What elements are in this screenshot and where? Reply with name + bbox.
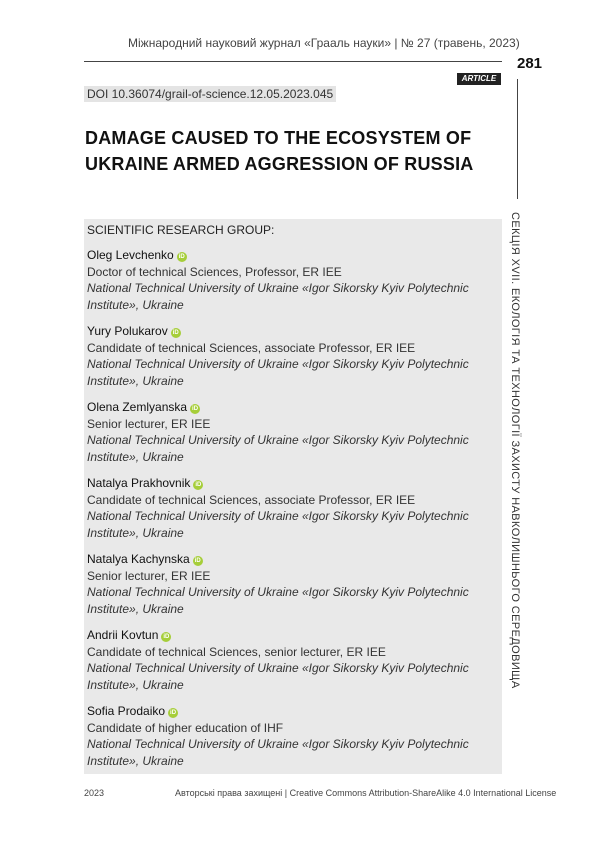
author-affiliation: National Technical University of Ukraine «Igor Sikorsky Kyiv Polytechnic Institute», Ukraine	[87, 433, 469, 464]
author-position: Candidate of technical Sciences, associate Professor, ER IEE	[87, 492, 416, 507]
author-entry	[87, 247, 502, 313]
section-side-label: СЕКЦІЯ XVII. ЕКОЛОГІЯ ТА ТЕХНОЛОГІЇ ЗАХИСТУ НАВКОЛИШНЬОГО СЕРЕДОВИЩА	[509, 212, 521, 689]
author-entry	[87, 627, 502, 693]
author-position: Candidate of technical Sciences, associate Professor, ER IEE	[87, 340, 416, 355]
side-divider	[517, 79, 518, 199]
orcid-icon[interactable]: iD	[192, 406, 199, 412]
author-name: Andrii Kovtun	[87, 628, 159, 642]
author-entry	[87, 475, 502, 541]
author-name: Natalya Kachynska	[87, 552, 190, 566]
author-affiliation: National Technical University of Ukraine «Igor Sikorsky Kyiv Polytechnic Institute», Ukraine	[87, 357, 469, 388]
author-name: Sofia Prodaiko	[87, 704, 166, 718]
author-affiliation: National Technical University of Ukraine «Igor Sikorsky Kyiv Polytechnic Institute», Ukraine	[87, 281, 469, 312]
author-position: Candidate of higher education of IHF	[87, 720, 284, 735]
author-name: Olena Zemlyanska	[87, 400, 188, 414]
header-divider	[84, 61, 502, 62]
footer-license: Авторські права захищені | Creative Commons Attribution-ShareAlike 4.0 International License	[175, 788, 557, 798]
author-affiliation: National Technical University of Ukraine «Igor Sikorsky Kyiv Polytechnic Institute», Ukraine	[87, 661, 469, 692]
author-affiliation: National Technical University of Ukraine «Igor Sikorsky Kyiv Polytechnic Institute», Ukraine	[87, 585, 469, 616]
author-position: Candidate of technical Sciences, senior lecturer, ER IEE	[87, 644, 386, 659]
orcid-icon[interactable]: iD	[170, 710, 177, 716]
orcid-icon[interactable]: iD	[172, 330, 179, 336]
author-affiliation: National Technical University of Ukraine «Igor Sikorsky Kyiv Polytechnic Institute», Ukraine	[87, 737, 469, 768]
page-number: 281	[517, 55, 543, 72]
author-name: Natalya Prakhovnik	[87, 476, 191, 490]
author-name: Oleg Levchenko	[87, 248, 174, 262]
author-entry	[87, 323, 502, 389]
author-position: Senior lecturer, ER IEE	[87, 416, 211, 431]
author-entry	[87, 399, 502, 465]
doi-link[interactable]: DOI 10.36074/grail-of-science.12.05.2023.045	[84, 86, 336, 102]
journal-header: Міжнародний науковий журнал «Грааль науки» | № 27 (травень, 2023)	[128, 36, 520, 50]
author-name: Yury Polukarov	[87, 324, 168, 338]
orcid-icon[interactable]: iD	[194, 558, 201, 564]
author-affiliation: National Technical University of Ukraine «Igor Sikorsky Kyiv Polytechnic Institute», Ukraine	[87, 509, 469, 540]
article-title: DAMAGE CAUSED TO THE ECOSYSTEM OF UKRAINE ARMED AGGRESSION OF RUSSIA	[85, 128, 474, 174]
footer-year: 2023	[84, 788, 105, 798]
orcid-icon[interactable]: iD	[195, 482, 202, 488]
author-position: Senior lecturer, ER IEE	[87, 568, 211, 583]
author-entry	[87, 551, 502, 617]
orcid-icon[interactable]: iD	[178, 254, 185, 260]
author-entry	[87, 703, 502, 769]
group-label: SCIENTIFIC RESEARCH GROUP:	[87, 223, 275, 237]
orcid-icon[interactable]: iD	[163, 634, 170, 640]
article-badge: ARTICLE	[457, 73, 501, 85]
author-position: Doctor of technical Sciences, Professor, ER IEE	[87, 264, 342, 279]
